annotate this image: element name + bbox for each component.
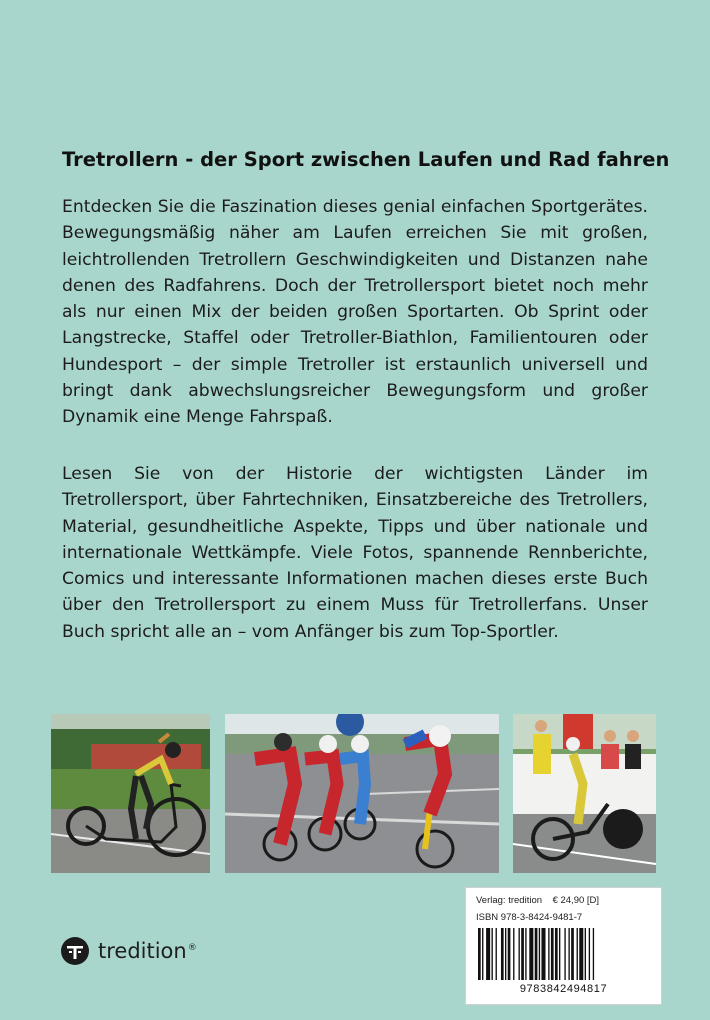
publisher-logo [60, 934, 197, 968]
photo-start-line [513, 714, 656, 873]
barcode-label [465, 887, 662, 1005]
description-paragraph-1: Entdecken Sie die Faszination dieses genial einfachen Sportgerätes. Bewegungsmäßig näher am Laufen erreichen Sie mit großen, leichtrollenden Tretrollern Geschwindigkeiten und Distanzen nahe denen des Radfahrens. Doch der Tretrollersport bietet noch mehr als nur einen Mix der beiden großen Sportarten. Ob Sprint oder Langstrecke, Staffel oder Tretroller-Biathlon, Familientouren oder Hundesport – der simple Tretroller ist erstaunlich universell und bringt dank abwechslungsreicher Bewegungsform und großer Dynamik eine Menge Fahrspaß. [62, 197, 648, 428]
barcode-bars [478, 928, 650, 980]
price-line: Verlag: tredition € 24,90 [D] [476, 895, 600, 906]
publisher-name [98, 939, 197, 963]
tredition-icon [60, 936, 90, 966]
isbn-line: ISBN 978-3-8424-9481-7 [476, 912, 583, 923]
photo-rider-solo [51, 714, 210, 873]
publisher-name-text: tredition [98, 939, 187, 963]
cover-title: Tretrollern - der Sport zwischen Laufen und Rad fahren [62, 148, 670, 171]
photo-rider-group [225, 714, 499, 873]
description-paragraph-2: Lesen Sie von der Historie der wichtigsten Länder im Tretrollersport, über Fahrtechniken, Einsatzbereiche des Tretrollers, Material, gesundheitliche Aspekte, Tipps und über nationale und internationale Wettkämpfe. Viele Fotos, spannende Rennberichte, Comics und interessante Informationen machen dieses erste Buch über den Tretrollersport zu einem Muss für Tretrollerfans. Unser Buch spricht alle an – vom Anfänger bis zum Top-Sportler. [62, 464, 648, 642]
registered-mark: ® [187, 943, 197, 953]
barcode-number: 9783842494817 [519, 983, 608, 995]
